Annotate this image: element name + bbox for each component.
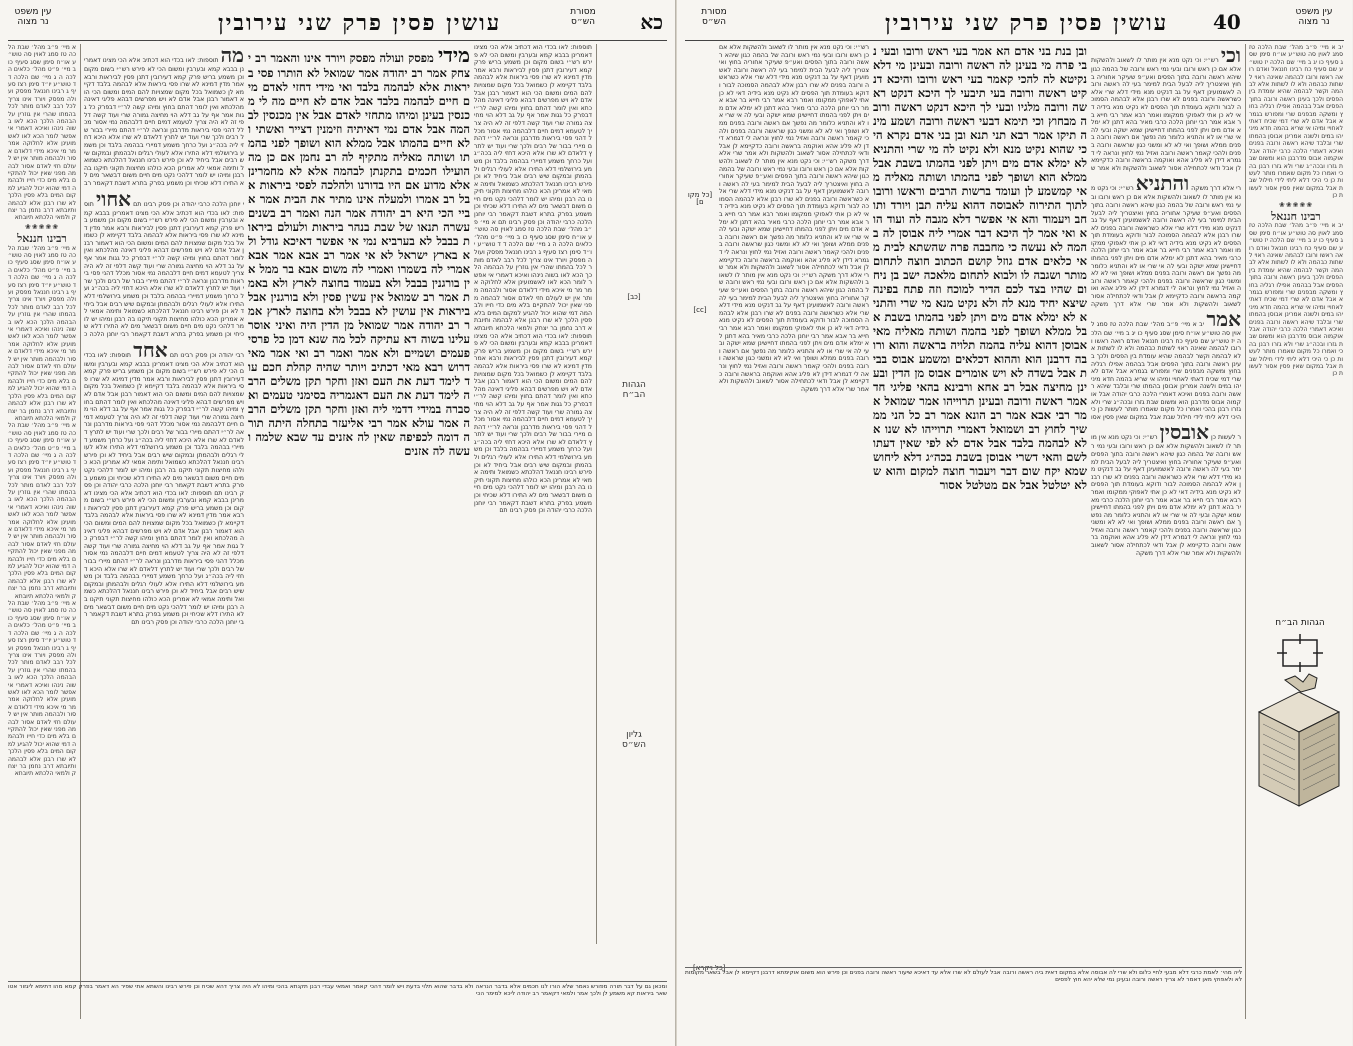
left-side-text: א מיי׳ פ״ב מהל׳ שבת הלכה טז סמג לאוין סה טוש״ע או״ח סימן שסג סעיף כו ב מיי׳ פ״ט מהל׳ כלאים הלכה ה ג מיי׳ שם הלכה ד ד טוש״ע יו״ד סימן רצז סעיף ג רבינו חננאל מפסק ועולה מפסק ויורד אינו צריך לכל רבב לאדם מותר לכל בהמתו שהרי אין גוזרין על הבהמה הלכך הכא לאו בשוה נינהו ואיכא דאמרי אי אפשר לומר הכא לאו לאשמועינן אלא לחלוקה אמר מר מי איכא מידי דלאדם אסור ולבהמה מותר אין יש לעולם חזי לאדם אסור לבהמה מפני שאין יכול להתקיים בלא מים כדי חייו ולבהמה דמי שהוא יכול להגיע למקום המים בלא פסין הלכך לא שרו רבנן אלא לבהמה ותיובתא דרב נחמן בר יצחק ולמאי הלכתא תיובתא [8,44,76,222]
right-columns [685,44,1344,1038]
right-header-title: עושין פסין פרק שני עירובין [885,10,1169,36]
right-gemara-text: ובן בנת בני אדם הא אמר בעי ראש ורובו ובעי נבי פרה מי בעינן לה ראשה ורובה ובעינן מי דלא נקיטא לה להכי קאמר בעי ראש ורובו והיכא דנקיט ראשה ורובה בעי תיבעי לך היכא דנקט ראשה ורובה מלגיו ובעי לך היכא דנקט ראשה ורובה מבחוץ וכי תימא דבעי ראשה ורובה ושמע מינה תיקו אמר רבא תני תנא ובן בני אדם נקרא היכי שהוא נקיט מנא ולא נקיט לה מי שרי והתניא לא ימלא אדם מים ויתן לפני בהמתו בשבת אבל ממלא הוא ושופך לפני בהמתו ושותה מאליה מאי קמשמע לן ועומד ברשות הרבים וראשו ורובו לתוך התירוה לאבוסה דהוא עליה תבן ויורד ותוחב ויעמוד והא אי אפשר דלא מגבה לה ועוד הוא ואי אמר לך היכא דבר אמרי ליה אבוסן לה בהמה לא נעשה כי מחבבה פרה שהשתא לבית מאי כלאים אדם גוזל קושם הכתוב חוצה לתחום מותר ושגבה לו ולבוא לתחום מלאכה ישב בן ניחום שהיו בצד לכם הדיר למוכח וזה פתח בפינה שיצא יחיד מנא לה ולא נקיט מנא מי שרי והתניא לא ימלא אדם מים ויתן לפני בהמתו בשבת אבל ממלא ושופך לפני בהמה ושותה מאליה מאי אבוסן דהוא עליה בהמה תלויה בראשה והוא ורובה דרבנן הוא וההוא דכלאים ומשמע אבוס בבית אבל בשדה לא ויש אומרים אבוס מן הדין ובעינן מחיצה אבל רב אחא ורבינא בהאי פליגי חד אמר ראשה ורובה ובעינן תרוייהו אמר שמואל אמר רבי אבא אמר רב הונא אמר רב כל הני ממשיך לחוץ רב ושמואל דאמרי תרוייהו לא שנו אלא לבהמה בלבד אבל אדם לא לפי שאין דעתו לשם והאי דשרי אבוסן בשבת בכה״ג דלא ליחוש שמא יקח שום דבר ויעבור חוצה למקום והוא שלא יטלטל אבל אם מטלטל אסור [873,44,1087,492]
right-commentary-heading: רבינו חננאל [1271,209,1321,223]
left-side-text-continued-3: א מיי׳ פ״ב מהל׳ שבת הלכה טז סמג לאוין סה טוש״ע או״ח סימן שסג סעיף כו ב מיי׳ פ״ט מהל׳ כלאים הלכה ה ג מיי׳ שם הלכה ד ד טוש״ע יו״ד סימן רצז סעיף ג רבינו חננאל מפסק ועולה מפסק ויורד אינו צריך לכל רבב לאדם מותר לכל בהמתו שהרי אין גוזרין על הבהמה הלכך הכא לאו בשוה נינהו ואיכא דאמרי אי אפשר לומר הכא לאו לאשמועינן אלא לחלוקה אמר מר מי איכא מידי דלאדם אסור ולבהמה מותר אין יש לעולם חזי לאדם אסור לבהמה מפני שאין יכול להתקיים בלא מים כדי חייו ולבהמה דמי שהוא יכול להגיע למקום המים בלא פסין הלכך לא שרו רבנן אלא לבהמה ותיובתא דרב נחמן בר יצחק ולמאי הלכתא תיובתא [8,600,76,778]
left-mesoret-label: מסורת הש״ס [570,7,596,27]
right-bracket-tag-1: [כל מקום] [687,191,713,207]
left-gemara-column [248,44,470,944]
left-side-text-continued: א מיי׳ פ״ב מהל׳ שבת הלכה טז סמג לאוין סה טוש״ע או״ח סימן שסג סעיף כו ב מיי׳ פ״ט מהל׳ כלאים הלכה ה ג מיי׳ שם הלכה ד ד טוש״ע יו״ד סימן רצז סעיף ג רבינו חננאל מפסק ועולה מפסק ויורד אינו צריך לכל רבב לאדם מותר לכל בהמתו שהרי אין גוזרין על הבהמה הלכך הכא לאו בשוה נינהו ואיכא דאמרי אי אפשר לומר הכא לאו לאשמועינן אלא לחלוקה אמר מר מי איכא מידי דלאדם אסור ולבהמה מותר אין יש לעולם חזי לאדם אסור לבהמה מפני שאין יכול להתקיים בלא מים כדי חייו ולבהמה דמי שהוא יכול להגיע למקום המים בלא פסין הלכך לא שרו רבנן אלא לבהמה ותיובתא דרב נחמן בר יצחק ולמאי הלכתא תיובתא [8,244,76,422]
left-divider-line-1 [80,44,81,1019]
right-ein-mishpat-label: עין משפט נר מצוה [1295,7,1333,27]
left-folio-number: כא [640,10,663,34]
right-heading-amar: אמר [1206,307,1241,332]
left-columns [8,44,667,1038]
right-divider: ❀❀❀❀❀ [1278,200,1314,209]
right-tosafot-text-2: רש״י: וכי נקט מנא אין מותר לו לשאוב ולהשקות אלא אם כן ראש ורובו ובעי נמי ראש ורובה של בהמה כגון שיהא ראשה ורובה בתוך הפסים ואע״פ שעיקר אחוריה בחוץ ואיצטריך ליה לבעל הבית למימר בעי לה ראשה ורובה לאשמועינן דאף על גב דנקיט מנא מידי דלא שרי אלא כשראשה ורובה בפנים לא שרו רבנן אלא לבהמה הסמוכה לבור ודוקא בעומדת תוך הפסים לא נקיט מנא בידיה דאי לא כן אתי לאפוקי ממקומו ואמר רבא אמר רבי חייא בר אבא אמר רבי יוחנן הלכה כרבי מאיר בהא דתנן לא ימלא אדם מים ויתן לפני בהמתו דחיישינן שמא ישקה ובעי לה אי שרי או לא והתניא כלומר מה נפשך אם ראשה ורובה בפנים ממלא ושופך ואי לא לא ומשני כגון שראשה ורובה בפנים ולהכי קאמר ראשה ורובה ואזיל נמי לחוץ ונראה לי דגמרא דידן לא פליג אהא ואוקמה בראשה ורובה כדקיימא לן אבל ודאי לכתחילה אסור לשאוב ולהשקות ולא אמר שרי אלא דרך משקה [719,157,869,279]
right-tosafot-text-3: רש״י: וכי נקט מנא אין מותר לו לשאוב ולהשקות אלא אם כן ראש ורובו ובעי נמי ראש ורובה של בהמה כגון שיהא ראשה ורובה בתוך הפסים ואע״פ שעיקר אחוריה בחוץ ואיצטריך ליה לבעל הבית למימר בעי לה ראשה ורובה לאשמועינן דאף על גב דנקיט מנא מידי דלא שרי אלא כשראשה ורובה בפנים לא שרו רבנן אלא לבהמה הסמוכה לבור ודוקא בעומדת תוך הפסים לא נקיט מנא בידיה דאי לא כן אתי לאפוקי ממקומו ואמר רבא אמר רבי חייא בר אבא אמר רבי יוחנן הלכה כרבי מאיר בהא דתנן לא ימלא אדם מים ויתן לפני בהמתו דחיישינן שמא ישקה ובעי לה אי שרי או לא והתניא כלומר מה נפשך אם ראשה ורובה בפנים ממלא ושופך ואי לא לא ומשני כגון שראשה ורובה בפנים ולהכי קאמר ראשה ורובה ואזיל נמי לחוץ ונראה לי דגמרא דידן לא פליג אהא ואוקמה בראשה ורובה כדקיימא לן אבל ודאי לכתחילה אסור לשאוב ולהשקות ולא אמר שרי אלא דרך משקה [719,271,869,393]
left-heading-echad: אחד [133,337,168,362]
left-ein-mishpat-label: עין משפט נר מצוה [14,7,52,27]
right-side-text-continued: יב א מיי׳ פ״ב מהל׳ שבת הלכה טז סמג לאוין סה טוש״ע או״ח סימן שסג סעיף כו יג ב מיי׳ שם הלכה יז טוש״ע שם סעיף כח רבינו חננאל ואדם רואה ראשו ורובו לבהמה שאינה ראוי לשתות כבהמה ולא לו לשתות אלא לבהמה וקשר לבהמה שהיא עומדת בין הפסים ולכך בעינן ראשה ורובה בתוך הפסים אבל בבהמה אפילו רגליה בחוץ ומשקה מבפנים שרי ומפורש בגמרא אבל אדם לא שרי דמי שכיח דאתי לאחויי ומיהו אי שריא בהמה חדא מינייהו במים ולשנה אמרינן אבוסן בהמתו שרי ובלבד שיהא ראשה ורובה בפנים ואיכא דאמרי הלכה כרבי יהודה אבל אוקמוה אבוס מדרבנן הוא ומשום שבת גזרו ובכה״ג שרי ולא גזרו רבנן בהכי ואמרו כל מקום שאמרו מותר לעשות כן כי היכי דלא ליתי לידי חילול שבת אבל במקום שאין פסין אסור לעשות כן [1249,222,1343,378]
left-rashi-text-3: תוספות: לאו בכדי הוא דכתיב אלא הכי מצינו דאמרינן בבבא קמא ובערבין ומשום הכי לא פירש רש״י בשום מקום וכן משמע בריש פרק קמא דעירובין דתנן פסין לביראות ורבא אמר מדין דמינא לא שרו פסי ביראות אלא לבהמה בלבד דקיימא לן כשמואל בכל מקום שמצויות להם המים ומשום הכי הוא דאמור רבנן אבל אדם לא ויש מפרשים דבהא פליגי דאינה מהלכתא ואין לומר דהתם בחוץ ומיהו קשה לר״י דבפרק כל גגות אמר אף על גב דלא הוי מחיצה גמורה שרי ועוד קשה דלפי זה לא היה צריך לטעמא דמים חיים דלבהמה נמי אסור מכלל דהני פסי ביראות מדרבנן ונראה לר״י דהתם מיירי בבור של רבים ולכך שרי ועוד יש לתרץ דלאדם לא שרו אלא היכא דחזי ליה בכה״ג ועל כרחך משמע דמיירי בבהמה בלבד וכן משמע בירושלמי דלא התירו אלא לעולי רגלים ולבהמתן ובמקום שיש רבים אבל ביחיד לא וכן פירש רבינו חננאל דהלכתא כשמואל ותימה אמאי לא אמרינן הכא כולהו מחיצות תקוני תיקנו בה רבנן ומיהו יש לומר דלהכי נקט מים חיים משום דבשאר מים לא התירו דלא שכיחי וכן משמע בפרק בתרא דשבת דקאמר רבי יוחנן הלכה כרבי יהודה וכן פסק רבינו תם [474,332,592,515]
right-heading-vechi: וכי [1220,44,1241,67]
left-commentary-heading: רבינו חננאל [17,232,67,246]
left-page [0,0,676,1046]
right-bracket-tag-2: [cc] [693,305,707,314]
right-bottom-note: ליה מהי׳ לאמת כרבי דלא מבעי לחיי כלום ולא שרי לה אבוסה אלא במקום דאית ביה ראשה ורובה אבל לעולם לא שרו אלא עד דאיכא שיעור ראשה ורובה בפנים וכן פירש הוא משום אוקימתא דרבנן דקיימא לן אבל בשאר מקומות לא ולאפוקי מאן דאמר לא צריך ראשה ורובה ובעינן נמי שלא יהא חוץ לפסים [685,967,1242,1040]
left-tosafot-column [84,44,244,1019]
left-tosafot-text-3: תוספות: לאו בכדי הוא דכתיב אלא הכי מצינו דאמרינן בבבא קמא ובערבין ומשום הכי לא פירש רש״י בשום מקום וכן משמע בריש פרק קמא דעירובין דתנן פסין לביראות ורבא אמר מדין דמינא לא שרו פסי ביראות אלא לבהמה בלבד דקיימא לן כשמואל בכל מקום שמצויות להם המים ומשום הכי הוא דאמור רבנן אבל אדם לא ויש מפרשים דבהא פליגי דאינה מהלכתא ואין לומר דהתם בחוץ ומיהו קשה לר״י דבפרק כל גגות אמר אף על גב דלא הוי מחיצה גמורה שרי ועוד קשה דלפי זה לא היה צריך לטעמא דמים חיים דלבהמה נמי אסור מכלל דהני פסי ביראות מדרבנן ונראה לר״י דהתם מיירי בבור של רבים ולכך שרי ועוד יש לתרץ דלאדם לא שרו אלא היכא דחזי ליה בכה״ג ועל כרחך משמע דמיירי בבהמה בלבד וכן משמע בירושלמי דלא התירו אלא לעולי רגלים ולבהמתן ובמקום שיש רבים אבל ביחיד לא וכן פירש רבינו חננאל דהלכתא כשמואל ותימה אמאי לא אמרינן הכא כולהו מחיצות תקוני תיקנו בה רבנן ומיהו יש לומר דלהכי נקט מים חיים משום דבשאר מים לא התירו דלא שכיחי וכן משמע בפרק בתרא דשבת דקאמר רבי יוחנן הלכה כרבי יהודה וכן פסק רבינו תם [84,351,244,497]
right-gemara-column [873,44,1087,834]
left-side-text-continued-2: א מיי׳ פ״ב מהל׳ שבת הלכה טז סמג לאוין סה טוש״ע או״ח סימן שסג סעיף כו ב מיי׳ פ״ט מהל׳ כלאים הלכה ה ג מיי׳ שם הלכה ד ד טוש״ע יו״ד סימן רצז סעיף ג רבינו חננאל מפסק ועולה מפסק ויורד אינו צריך לכל רבב לאדם מותר לכל בהמתו שהרי אין גוזרין על הבהמה הלכך הכא לאו בשוה נינהו ואיכא דאמרי אי אפשר לומר הכא לאו לאשמועינן אלא לחלוקה אמר מר מי איכא מידי דלאדם אסור ולבהמה מותר אין יש לעולם חזי לאדם אסור לבהמה מפני שאין יכול להתקיים בלא מים כדי חייו ולבהמה דמי שהוא יכול להגיע למקום המים בלא פסין הלכך לא שרו רבנן אלא לבהמה ותיובתא דרב נחמן בר יצחק ולמאי הלכתא תיובתא [8,422,76,600]
right-header [685,6,1344,41]
left-tosafot-text: תוספות: לאו בכדי הוא דכתיב אלא הכי מצינו דאמרינן בבבא קמא ובערבין ומשום הכי לא פירש רש״י בשום מקום וכן משמע בריש פרק קמא דעירובין דתנן פסין לביראות ורבא אמר מדין דמינא לא שרו פסי ביראות אלא לבהמה בלבד דקיימא לן כשמואל בכל מקום שמצויות להם המים ומשום הכי הוא דאמור רבנן אבל אדם לא ויש מפרשים דבהא פליגי דאינה מהלכתא ואין לומר דהתם בחוץ ומיהו קשה לר״י דבפרק כל גגות אמר אף על גב דלא הוי מחיצה גמורה שרי ועוד קשה דלפי זה לא היה צריך לטעמא דמים חיים דלבהמה נמי אסור מכלל דהני פסי ביראות מדרבנן ונראה לר״י דהתם מיירי בבור של רבים ולכך שרי ועוד יש לתרץ דלאדם לא שרו אלא היכא דחזי ליה בכה״ג ועל כרחך משמע דמיירי בבהמה בלבד וכן משמע בירושלמי דלא התירו אלא לעולי רגלים ולבהמתן ובמקום שיש רבים אבל ביחיד לא וכן פירש רבינו חננאל דהלכתא כשמואל ותימה אמאי לא אמרינן הכא כולהו מחיצות תקוני תיקנו בה רבנן ומיהו יש לומר דלהכי נקט מים חיים משום דבשאר מים לא התירו דלא שכיחי וכן משמע בפרק בתרא דשבת דקאמר רבי יוחנן הלכה כרבי יהודה וכן פסק רבינו תם [84,57,244,208]
left-divider: ❀❀❀❀❀ [24,222,60,231]
left-rashi-text: תוספות: לאו בכדי הוא דכתיב אלא הכי מצינו דאמרינן בבבא קמא ובערבין ומשום הכי לא פירש רש״י בשום מקום וכן משמע בריש פרק קמא דעירובין דתנן פסין לביראות ורבא אמר מדין דמינא לא שרו פסי ביראות אלא לבהמה בלבד דקיימא לן כשמואל בכל מקום שמצויות להם המים ומשום הכי הוא דאמור רבנן אבל אדם לא ויש מפרשים דבהא פליגי דאינה מהלכתא ואין לומר דהתם בחוץ ומיהו קשה לר״י דבפרק כל גגות אמר אף על גב דלא הוי מחיצה גמורה שרי ועוד קשה דלפי זה לא היה צריך לטעמא דמים חיים דלבהמה נמי אסור מכלל דהני פסי ביראות מדרבנן ונראה לר״י דהתם מיירי בבור של רבים ולכך שרי ועוד יש לתרץ דלאדם לא שרו אלא היכא דחזי ליה בכה״ג ועל כרחך משמע דמיירי בבהמה בלבד וכן משמע בירושלמי דלא התירו אלא לעולי רגלים ולבהמתן ובמקום שיש רבים אבל ביחיד לא וכן פירש רבינו חננאל דהלכתא כשמואל ותימה אמאי לא אמרינן הכא כולהו מחיצות תקוני תיקנו בה רבנן ומיהו יש לומר דלהכי נקט מים חיים משום דבשאר מים לא התירו דלא שכיחי וכן משמע בפרק בתרא דשבת דקאמר רבי יוחנן הלכה כרבי יהודה וכן פסק רבינו תם [474,44,592,226]
right-inner-margin [685,44,715,944]
left-hagahot-label: הגהות הב״ח [622,380,646,401]
left-gilyon-label: גליון הש״ס [622,730,646,751]
left-tosafot-text-4: תוספות: לאו בכדי הוא דכתיב אלא הכי מצינו דאמרינן בבבא קמא ובערבין ומשום הכי לא פירש רש״י בשום מקום וכן משמע בריש פרק קמא דעירובין דתנן פסין לביראות ורבא אמר מדין דמינא לא שרו פסי ביראות אלא לבהמה בלבד דקיימא לן כשמואל בכל מקום שמצויות להם המים ומשום הכי הוא דאמור רבנן אבל אדם לא ויש מפרשים דבהא פליגי דאינה מהלכתא ואין לומר דהתם בחוץ ומיהו קשה לר״י דבפרק כל גגות אמר אף על גב דלא הוי מחיצה גמורה שרי ועוד קשה דלפי זה לא היה צריך לטעמא דמים חיים דלבהמה נמי אסור מכלל דהני פסי ביראות מדרבנן ונראה לר״י דהתם מיירי בבור של רבים ולכך שרי ועוד יש לתרץ דלאדם לא שרו אלא היכא דחזי ליה בכה״ג ועל כרחך משמע דמיירי בבהמה בלבד וכן משמע בירושלמי דלא התירו אלא לעולי רגלים ולבהמתן ובמקום שיש רבים אבל ביחיד לא וכן פירש רבינו חננאל דהלכתא כשמואל ותימה אמאי לא אמרינן הכא כולהו מחיצות תקוני תיקנו בה רבנן ומיהו יש לומר דלהכי נקט מים חיים משום דבשאר מים לא התירו דלא שכיחי וכן משמע בפרק בתרא דשבת דקאמר רבי יוחנן הלכה כרבי יהודה וכן פסק רבינו תם [84,489,244,626]
left-side-column [8,44,76,1019]
left-bracket-tag: [כב] [627,293,641,301]
left-header [8,6,667,41]
right-bracket-tag-3: [כל ויקרא] [693,964,726,972]
right-heading-vehatanya: והתניא [1135,171,1190,196]
right-rashi-text: רש״י: וכי נקט מנא אין מותר לו לשאוב ולהשקות אלא אם כן ראש ורובו ובעי נמי ראש ורובה של בהמה כגון שיהא ראשה ורובה בתוך הפסים ואע״פ שעיקר אחוריה בחוץ ואיצטריך ליה לבעל הבית למימר בעי לה ראשה ורובה לאשמועינן דאף על גב דנקיט מנא מידי דלא שרי אלא כשראשה ורובה בפנים לא שרו רבנן אלא לבהמה הסמוכה לבור ודוקא בעומדת תוך הפסים לא נקיט מנא בידיה דאי לא כן אתי לאפוקי ממקומו ואמר רבא אמר רבי חייא בר אבא אמר רבי יוחנן הלכה כרבי מאיר בהא דתנן לא ימלא אדם מים ויתן לפני בהמתו דחיישינן שמא ישקה ובעי לה אי שרי או לא והתניא כלומר מה נפשך אם ראשה ורובה בפנים ממלא ושופך ואי לא לא ומשני כגון שראשה ורובה בפנים ולהכי קאמר ראשה ורובה ואזיל נמי לחוץ ונראה לי דגמרא דידן לא פליג אהא ואוקמה בראשה ורובה כדקיימא לן אבל ודאי לכתחילה אסור לשאוב ולהשקות ולא אמר שרי אלא דרך משקה [1091,57,1241,193]
right-heading-ovsin: אובסין [1159,420,1209,445]
left-heading-midi: מידי [438,44,470,67]
left-inner-margin [600,44,668,944]
right-tosafot-text: רש״י: וכי נקט מנא אין מותר לו לשאוב ולהשקות אלא אם כן ראש ורובו ובעי נמי ראש ורובה של בהמה כגון שיהא ראשה ורובה בתוך הפסים ואע״פ שעיקר אחוריה בחוץ ואיצטריך ליה לבעל הבית למימר בעי לה ראשה ורובה לאשמועינן דאף על גב דנקיט מנא מידי דלא שרי אלא כשראשה ורובה בפנים לא שרו רבנן אלא לבהמה הסמוכה לבור ודוקא בעומדת תוך הפסים לא נקיט מנא בידיה דאי לא כן אתי לאפוקי ממקומו ואמר רבא אמר רבי חייא בר אבא אמר רבי יוחנן הלכה כרבי מאיר בהא דתנן לא ימלא אדם מים ויתן לפני בהמתו דחיישינן שמא ישקה ובעי לה אי שרי או לא והתניא כלומר מה נפשך אם ראשה ורובה בפנים ממלא ושופך ואי לא לא ומשני כגון שראשה ורובה בפנים ולהכי קאמר ראשה ורובה ואזיל נמי לחוץ ונראה לי דגמרא דידן לא פליג אהא ואוקמה בראשה ורובה כדקיימא לן אבל ודאי לכתחילה אסור לשאוב ולהשקות ולא אמר שרי אלא דרך משקה [719,44,869,165]
right-rashi-text-3: יב א מיי׳ פ״ב מהל׳ שבת הלכה טז סמג לאוין סה טוש״ע או״ח סימן שסג סעיף כו יג ב מיי׳ שם הלכה יז טוש״ע שם סעיף כח רבינו חננאל ואדם רואה ראשו ורובו לבהמה שאינה ראוי לשתות כבהמה ולא לו לשתות אלא לבהמה וקשר לבהמה שהיא עומדת בין הפסים ולכך בעינן ראשה ורובה בתוך הפסים אבל בבהמה אפילו רגליה בחוץ ומשקה מבפנים שרי ומפורש בגמרא אבל אדם לא שרי דמי שכיח דאתי לאחויי ומיהו אי שריא בהמה חדא מינייהו במים ולשנה אמרינן אבוסן בהמתו שרי ובלבד שיהא ראשה ורובה בפנים ואיכא דאמרי הלכה כרבי יהודה אבל אוקמוה אבוס מדרבנן הוא ומשום שבת גזרו ובכה״ג שרי ולא גזרו רבנן בהכי ואמרו כל מקום שאמרו מותר לעשות כן כי היכי דלא ליתי לידי חילול שבת אבל במקום שאין פסין אסור לעשות כן [1091,321,1241,442]
left-gemara-text: מפסק ועולה מפסק ויורד אינו והאמר רב יצחק אמר רב יהודה אמר שמואל לא הותרו פסי ביראות אלא לבהמה בלבד ואי מידי דחזי לאדם מים חיים לבהמה בלבד אבל אדם לא חיים מה לי מכנסין בעינן ומיהו מתחזי לאדם אבל אין מכנסין לבהמה אבל אדם נמי דאיתיה וזימנין דצייר ואשתי ולא חיים בהמתו אבל ממלא הוא ושופך לפני בהמתו ושותה מאליה מתקיף לה רב נחמן אם כן מה הועילו חכמים בתקנתן לבהמה אלא לא מחמרינן אלא מדוע אם היו בדורנו ולהלכה לפסי ביראות אבל רב אמרו ולמעלה אינו מתיר את הבית אמר אביי הכי היא רב יהודה אמר הנה ואמר רב בשנים עשרה תנאו של שבת בנהר ביראות ולעולם ביראות בבבל לא בערביא נמי אי אפשר דאיכא גודל ולא בארץ ישראל לא אי אמר רב אבא אמר אבא אמרי לה בשמרו ואמרי לה משום אבא בר ממל אין בורגנין בבבל ולא בעמוד בחוצה לארץ ולא באמת אמר רב שמואל אין עשין פסין ולא בורגנין אבל ביראות אין עושין לא בבבל ולא בחוצה לארץ אמר רב יהודה אמר שמואל מן הדין היה ואיני אוסר עלינו בשוה דא עתיקה לכל מה שנא דמן כל פרסי פעמים ושמיים ולא אמר ואמר רב ואי אמר מאי דרוש רבא מאי דכתיב ויותר שהיה קהלת חכם עוד לימד דעת את העם ואזן וחקר תקן משלים הרבה לימד דעת את העם דאגמריה בסימני טעמים ואסברה במידי דדמי ליה ואזן וחקר תקן משלים הרבה אמר עולא אמר רבי אליעזר בתחלה היתה תורה דומה לכפיפה שאין לה אזנים עד שבא שלמה ועשה לה אזנים [248,51,470,458]
right-side-column [1249,44,1343,604]
right-rashi-text-2: רש״י: וכי נקט מנא אין מותר לו לשאוב ולהשקות אלא אם כן ראש ורובו ובעי נמי ראש ורובה של בהמה כגון שיהא ראשה ורובה בתוך הפסים ואע״פ שעיקר אחוריה בחוץ ואיצטריך ליה לבעל הבית למימר בעי לה ראשה ורובה לאשמועינן דאף על גב דנקיט מנא מידי דלא שרי אלא כשראשה ורובה בפנים לא שרו רבנן אלא לבהמה הסמוכה לבור ודוקא בעומדת תוך הפסים לא נקיט מנא בידיה דאי לא כן אתי לאפוקי ממקומו ואמר רבא אמר רבי חייא בר אבא אמר רבי יוחנן הלכה כרבי מאיר בהא דתנן לא ימלא אדם מים ויתן לפני בהמתו דחיישינן שמא ישקה ובעי לה אי שרי או לא והתניא כלומר מה נפשך אם ראשה ורובה בפנים ממלא ושופך ואי לא לא ומשני כגון שראשה ורובה בפנים ולהכי קאמר ראשה ורובה ואזיל נמי לחוץ ונראה לי דגמרא דידן לא פליג אהא ואוקמה בראשה ורובה כדקיימא לן אבל ודאי לכתחילה אסור לשאוב ולהשקות ולא אמר שרי אלא דרך משקה [1091,185,1241,308]
left-header-title: עושין פסין פרק שני עירובין [218,10,502,36]
left-heading-mah: מה [220,44,244,67]
left-heading-achvi: אחוי [95,186,131,211]
right-page [676,0,1352,1046]
right-side-text: יב א מיי׳ פ״ב מהל׳ שבת הלכה טז סמג לאוין סה טוש״ע או״ח סימן שסג סעיף כו יג ב מיי׳ שם הלכה יז טוש״ע שם סעיף כח רבינו חננאל ואדם רואה ראשו ורובו לבהמה שאינה ראוי לשתות כבהמה ולא לו לשתות אלא לבהמה וקשר לבהמה שהיא עומדת בין הפסים ולכך בעינן ראשה ורובה בתוך הפסים אבל בבהמה אפילו רגליה בחוץ ומשקה מבפנים שרי ומפורש בגמרא אבל אדם לא שרי דמי שכיח דאתי לאחויי ומיהו אי שריא בהמה חדא מינייהו במים ולשנה אמרינן אבוסן בהמתו שרי ובלבד שיהא ראשה ורובה בפנים ואיכא דאמרי הלכה כרבי יהודה אבל אוקמוה אבוס מדרבנן הוא ומשום שבת גזרו ובכה״ג שרי ולא גזרו רבנן בהכי ואמרו כל מקום שאמרו מותר לעשות כן כי היכי דלא ליתי לידי חילול שבת אבל במקום שאין פסין אסור לעשות כן [1249,44,1343,200]
right-hagahot-label: הגהות הב״ח [1275,618,1325,628]
trough-illustration [1253,634,1345,814]
right-divider-line [1245,44,1246,1019]
right-page-number: 40 [1213,10,1241,34]
right-mesoret-label: מסורת הש״ס [701,7,727,27]
left-rashi-text-2: א מיי׳ פ״ב מהל׳ שבת הלכה טז סמג לאוין סה טוש״ע או״ח סימן שסג סעיף כו ב מיי׳ פ״ט מהל׳ כלאים הלכה ה ג מיי׳ שם הלכה ד ד טוש״ע יו״ד סימן רצז סעיף ג רבינו חננאל מפסק ועולה מפסק ויורד אינו צריך לכל רבב לאדם מותר לכל בהמתו שהרי אין גוזרין על הבהמה הלכך הכא לאו בשוה נינהו ואיכא דאמרי אי אפשר לומר הכא לאו לאשמועינן אלא לחלוקה אמר מר מי איכא מידי דלאדם אסור ולבהמה מותר אין יש לעולם חזי לאדם אסור לבהמה מפני שאין יכול להתקיים בלא מים כדי חייו ולבהמה דמי שהוא יכול להגיע למקום המים בלא פסין הלכך לא שרו רבנן אלא לבהמה ותיובתא דרב נחמן בר יצחק ולמאי הלכתא תיובתא [474,218,592,332]
left-tosafot-text-2: תוספות: לאו בכדי הוא דכתיב אלא הכי מצינו דאמרינן בבבא קמא ובערבין ומשום הכי לא פירש רש״י בשום מקום וכן משמע בריש פרק קמא דעירובין דתנן פסין לביראות ורבא אמר מדין דמינא לא שרו פסי ביראות אלא לבהמה בלבד דקיימא לן כשמואל בכל מקום שמצויות להם המים ומשום הכי הוא דאמור רבנן אבל אדם לא ויש מפרשים דבהא פליגי דאינה מהלכתא ואין לומר דהתם בחוץ ומיהו קשה לר״י דבפרק כל גגות אמר אף על גב דלא הוי מחיצה גמורה שרי ועוד קשה דלפי זה לא היה צריך לטעמא דמים חיים דלבהמה נמי אסור מכלל דהני פסי ביראות מדרבנן ונראה לר״י דהתם מיירי בבור של רבים ולכך שרי ועוד יש לתרץ דלאדם לא שרו אלא היכא דחזי ליה בכה״ג ועל כרחך משמע דמיירי בבהמה בלבד וכן משמע בירושלמי דלא התירו אלא לעולי רגלים ולבהמתן ובמקום שיש רבים אבל ביחיד לא וכן פירש רבינו חננאל דהלכתא כשמואל ותימה אמאי לא אמרינן הכא כולהו מחיצות תקוני תיקנו בה רבנן ומיהו יש לומר דלהכי נקט מים חיים משום דבשאר מים לא התירו דלא שכיחי וכן משמע בפרק בתרא דשבת דקאמר רבי יוחנן הלכה כרבי יהודה וכן פסק רבינו תם [84,200,244,359]
left-divider-line-2 [596,44,597,944]
right-rashi-text-4: רש״י: וכי נקט מנא אין מותר לו לשאוב ולהשקות אלא אם כן ראש ורובו ובעי נמי ראש ורובה של בהמה כגון שיהא ראשה ורובה בתוך הפסים ואע״פ שעיקר אחוריה בחוץ ואיצטריך ליה לבעל הבית למימר בעי לה ראשה ורובה לאשמועינן דאף על גב דנקיט מנא מידי דלא שרי אלא כשראשה ורובה בפנים לא שרו רבנן אלא לבהמה הסמוכה לבור ודוקא בעומדת תוך הפסים לא נקיט מנא בידיה דאי לא כן אתי לאפוקי ממקומו ואמר רבא אמר רבי חייא בר אבא אמר רבי יוחנן הלכה כרבי מאיר בהא דתנן לא ימלא אדם מים ויתן לפני בהמתו דחיישינן שמא ישקה ובעי לה אי שרי או לא והתניא כלומר מה נפשך אם ראשה ורובה בפנים ממלא ושופך ואי לא לא ומשני כגון שראשה ורובה בפנים ולהכי קאמר ראשה ורובה ואזיל נמי לחוץ ונראה לי דגמרא דידן לא פליג אהא ואוקמה בראשה ורובה כדקיימא לן אבל ודאי לכתחילה אסור לשאוב ולהשקות ולא אמר שרי אלא דרך משקה [1091,434,1241,557]
left-rashi-column [474,44,592,944]
right-tosafot-column [719,44,869,944]
left-bottom-note: ומכאן גם על דבר תורה מפורש נאמר שלא הורו לנו חכמים אלא בדבר הנראה ולא בדבר שהוא תלוי בדעת ויש לומר דהכי קאמר ואמאי עבדי רבנן תקנתא בהכי ומיהו לא היה צריך דהא שכיח וכן פירש רבינו והשתא אתי שפיר הא דאמר בפרק קמא מהו דתימא ליגזור אטו שאר ביראות קא משמע לן ולכך אמר ולמאי דקאמר רב יהודה ליכא למימר הכי [8,981,667,1040]
right-rashi-column [1091,44,1241,1019]
